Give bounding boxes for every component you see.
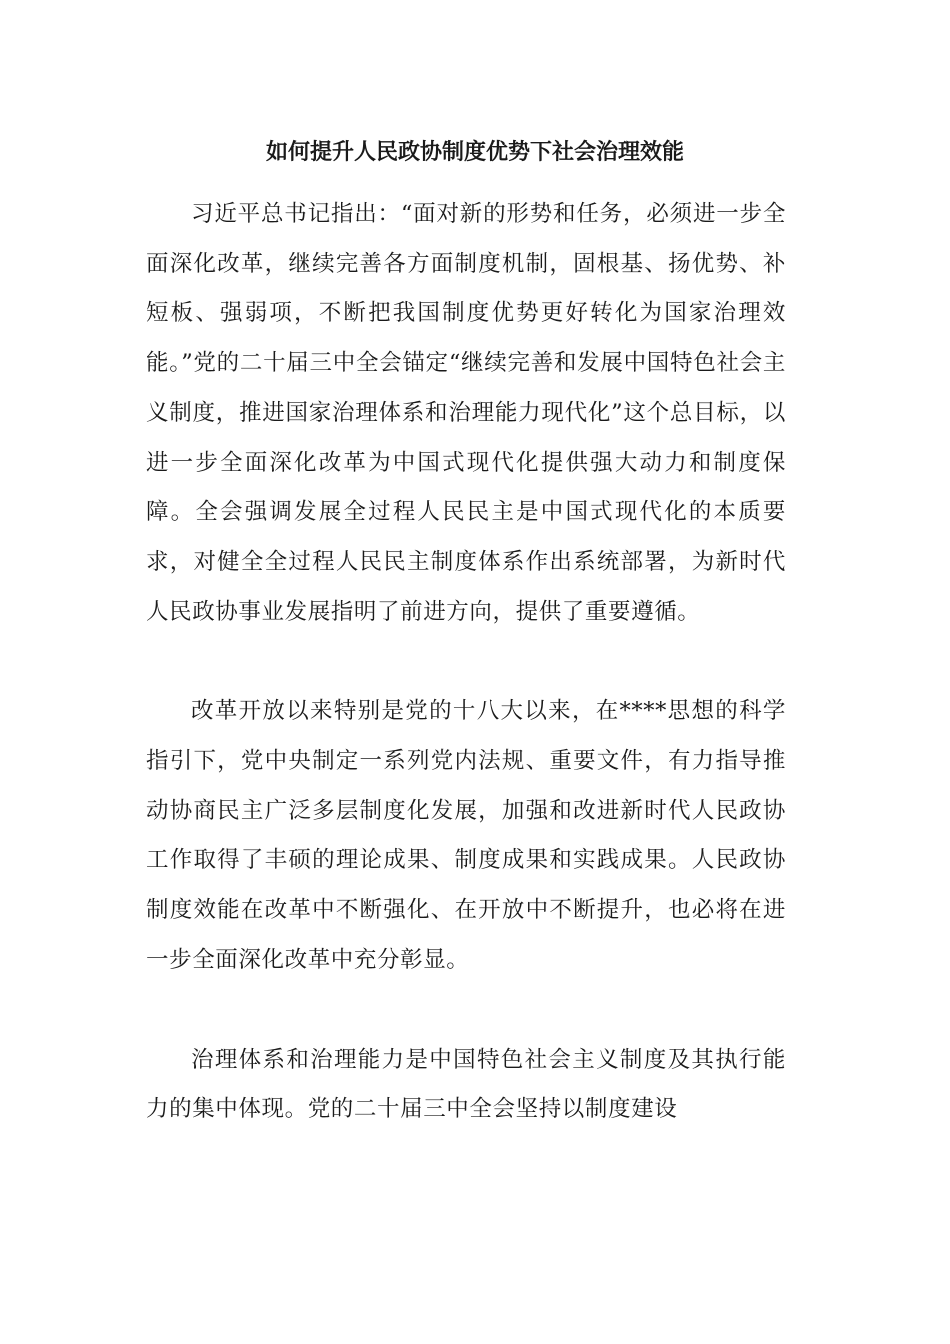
document-body (146, 190, 786, 1185)
paragraph-2: 改革开放以来特别是党的十八大以来，在****思想的科学指引下，党中央制定一系列党内法规、重要文件，有力指导推动协商民主广泛多层制度化发展，加强和改进新时代人民政协工作取得了丰硕的理论成果、制度成果和实践成果。人民政协制度效能在改革中不断强化、在开放中不断提升，也必将在进一步全面深化改革中充分彰显。 (146, 698, 786, 973)
document-title: 如何提升人民政协制度优势下社会治理效能 (265, 139, 684, 165)
paragraph-3: 治理体系和治理能力是中国特色社会主义制度及其执行能力的集中体现。党的二十届三中全会坚持以制度建设 (146, 1046, 786, 1123)
paragraph-1: 习近平总书记指出：“面对新的形势和任务，必须进一步全面深化改革，继续完善各方面制度机制，固根基、扬优势、补短板、强弱项，不断把我国制度优势更好转化为国家治理效能。”党的二十届三中全会锚定“继续完善和发展中国特色社会主义制度，推进国家治理体系和治理能力现代化”这个总目标，以进一步全面深化改革为中国式现代化提供强大动力和制度保障。全会强调发展全过程人民民主是中国式现代化的本质要求，对健全全过程人民民主制度体系作出系统部署，为新时代人民政协事业发展指明了前进方向，提供了重要遵循。 (146, 201, 786, 625)
